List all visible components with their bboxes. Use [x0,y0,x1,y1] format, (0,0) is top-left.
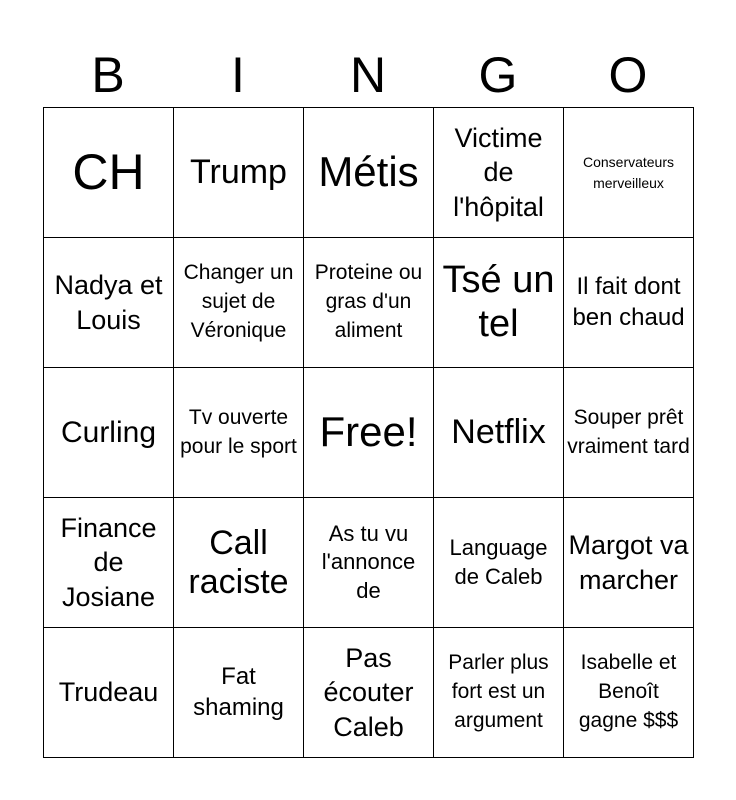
cell-text: Pas écouter Caleb [323,642,414,742]
cell-text: Proteine ou gras d'un aliment [314,261,423,342]
bingo-cell-r2c5[interactable] [564,238,694,368]
cell-text: Conservateurs merveilleux [582,153,675,191]
cell-text: Fat shaming [193,662,284,721]
cell-text: Trump [190,153,287,192]
bingo-cell-r5c5[interactable] [564,628,694,758]
bingo-cell-r2c1[interactable] [44,238,174,368]
bingo-cell-r4c5[interactable] [564,498,694,628]
bingo-cell-r3c3[interactable] [304,368,434,498]
cell-text: Changer un sujet de Véronique [183,261,294,342]
cell-text: Victime de l'hôpital [453,122,544,222]
bingo-cell-r5c3[interactable] [304,628,434,758]
bingo-cell-r3c1[interactable] [44,368,174,498]
cell-text: Margot va marcher [568,529,689,595]
bingo-cell-r5c2[interactable] [174,628,304,758]
header-letter-b: B [91,47,125,103]
bingo-cell-r4c2[interactable] [174,498,304,628]
header-letter-o: O [608,47,648,103]
bingo-cell-r3c5[interactable] [564,368,694,498]
bingo-cell-r4c4[interactable] [434,498,564,628]
header-letter-n: N [349,47,387,103]
bingo-board [43,107,694,758]
bingo-cell-r4c3[interactable] [304,498,434,628]
cell-text: Il fait dont ben chaud [572,272,685,331]
bingo-cell-r1c3[interactable] [304,108,434,238]
cell-text: Finance de Josiane [60,512,157,612]
cell-text: Trudeau [58,677,159,708]
bingo-cell-r1c1[interactable] [44,108,174,238]
cell-text: Free! [319,408,418,456]
bingo-cell-r2c2[interactable] [174,238,304,368]
bingo-cell-r3c4[interactable] [434,368,564,498]
bingo-cell-r2c3[interactable] [304,238,434,368]
cell-text: Souper prêt vraiment tard [567,405,690,458]
bingo-cell-r2c4[interactable] [434,238,564,368]
cell-text: Netflix [451,413,546,452]
bingo-cell-r4c1[interactable] [44,498,174,628]
cell-text: Tv ouverte pour le sport [180,405,297,458]
header-letter-g: G [478,47,518,103]
bingo-cell-r1c4[interactable] [434,108,564,238]
cell-text: Nadya et Louis [54,269,163,335]
bingo-cell-r1c2[interactable] [174,108,304,238]
cell-text: CH [72,143,145,200]
cell-text: Curling [60,415,157,449]
cell-text: As tu vu l'annonce de [321,520,416,603]
cell-text: Isabelle et Benoît gagne $$$ [578,651,679,732]
bingo-cell-r5c4[interactable] [434,628,564,758]
cell-text: Parler plus fort est un argument [448,651,549,732]
bingo-header [43,44,693,106]
cell-text: Language de Caleb [449,534,548,589]
cell-text: Métis [318,148,419,196]
cell-text: Tsé un tel [442,258,555,345]
bingo-cell-r1c5[interactable] [564,108,694,238]
header-letter-i: I [231,47,245,103]
bingo-cell-r5c1[interactable] [44,628,174,758]
bingo-cell-r3c2[interactable] [174,368,304,498]
cell-text: Call raciste [188,523,289,601]
